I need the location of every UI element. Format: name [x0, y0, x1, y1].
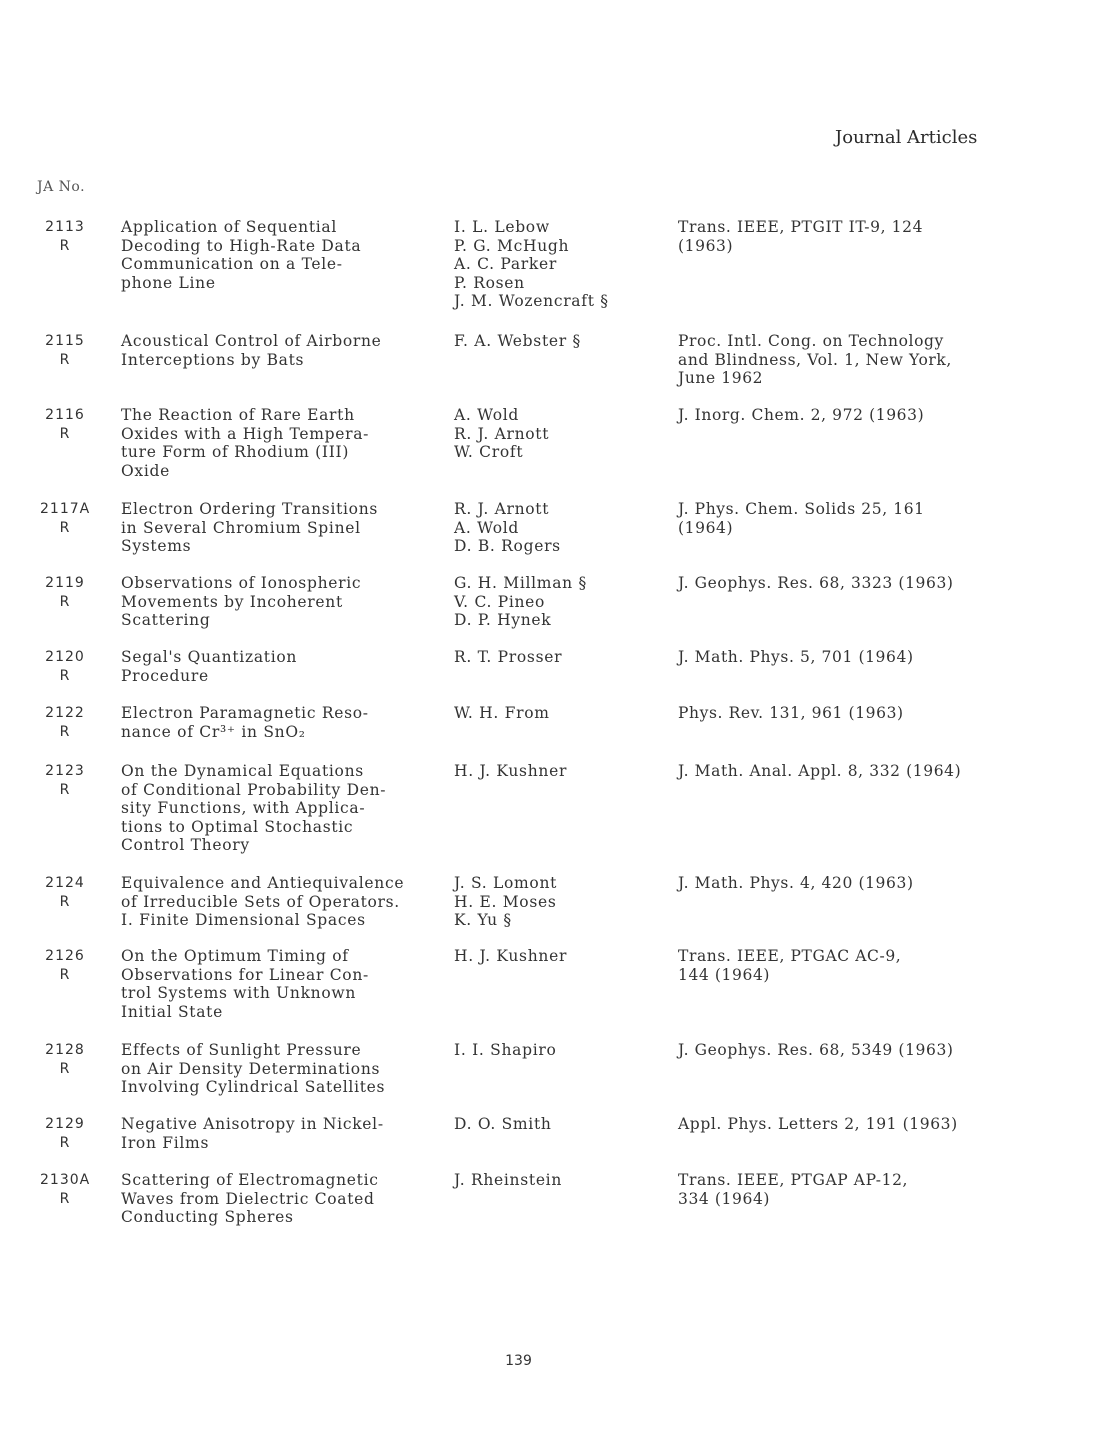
ja-number-line: R — [59, 237, 71, 254]
article-authors — [454, 648, 664, 667]
ja-number-line: 2124 — [45, 875, 85, 891]
article-reference-line: J. Geophys. Res. 68, 3323 (1963) — [678, 574, 954, 592]
ja-number-line: 2123 — [45, 763, 85, 779]
article-authors-line: W. Croft — [454, 443, 524, 462]
article-authors-line: J. M. Wozencraft § — [454, 292, 609, 311]
ja-number — [40, 574, 90, 611]
article-authors-line: R. J. Arnott — [454, 500, 550, 518]
article-authors-line: P. G. McHugh — [454, 236, 570, 255]
article-reference-line: 334 (1964) — [678, 1189, 771, 1208]
article-title-line: Decoding to High-Rate Data — [121, 236, 362, 255]
article-title-line: Control Theory — [121, 836, 250, 855]
article-title-line: tions to Optimal Stochastic — [121, 817, 354, 836]
article-authors — [454, 1171, 664, 1190]
article-reference-line: J. Math. Phys. 5, 701 (1964) — [678, 648, 914, 666]
article-title-line: Communication on a Tele- — [121, 255, 343, 274]
ja-number-line: R — [59, 1190, 71, 1207]
ja-number-line: R — [59, 425, 71, 442]
article-reference-line: Proc. Intl. Cong. on Technology — [678, 332, 944, 350]
ja-number-line: 2119 — [45, 575, 85, 591]
ja-number-line: 2120 — [45, 649, 85, 665]
ja-number-line: 2117A — [40, 501, 91, 517]
article-authors — [454, 762, 664, 781]
article-title-line: of Irreducible Sets of Operators. — [121, 892, 400, 911]
article-title — [121, 704, 441, 741]
article-reference-line: Trans. IEEE, PTGAC AC-9, — [678, 947, 902, 965]
article-title-line: Effects of Sunlight Pressure — [121, 1041, 362, 1059]
article-authors-line: G. H. Millman § — [454, 574, 587, 592]
article-title-line: Oxides with a High Tempera- — [121, 424, 370, 443]
page-number: 139 — [505, 1353, 532, 1369]
ja-number — [40, 874, 90, 911]
article-title — [121, 1041, 441, 1097]
article-authors-line: D. P. Hynek — [454, 611, 552, 630]
article-title-line: Waves from Dielectric Coated — [121, 1189, 375, 1208]
ja-number — [40, 1171, 90, 1208]
article-title-line: Observations for Linear Con- — [121, 965, 369, 984]
article-title-line: Conducting Spheres — [121, 1208, 294, 1227]
article-authors — [454, 500, 664, 556]
article-authors-line: D. O. Smith — [454, 1115, 552, 1133]
article-title-line: of Conditional Probability Den- — [121, 780, 387, 799]
article-authors-line: F. A. Webster § — [454, 332, 581, 350]
ja-number — [40, 500, 90, 537]
article-title-line: Oxide — [121, 461, 171, 480]
article-reference-line: J. Math. Anal. Appl. 8, 332 (1964) — [678, 762, 962, 780]
article-authors-line: I. L. Lebow — [454, 218, 550, 236]
article-reference — [678, 500, 1008, 537]
article-authors — [454, 218, 664, 311]
ja-number-line: R — [59, 351, 71, 368]
article-title-line: The Reaction of Rare Earth — [121, 406, 355, 424]
article-title — [121, 332, 441, 369]
article-authors — [454, 704, 664, 723]
article-authors — [454, 1041, 664, 1060]
article-reference-line: (1963) — [678, 236, 734, 255]
ja-number — [40, 406, 90, 443]
article-reference — [678, 574, 1008, 593]
ja-number-line: 2116 — [45, 407, 85, 423]
ja-number — [40, 762, 90, 799]
article-title — [121, 406, 441, 480]
ja-number-line: 2129 — [45, 1116, 85, 1132]
article-title — [121, 1171, 441, 1227]
ja-number-line: R — [59, 723, 71, 740]
article-reference-line: J. Phys. Chem. Solids 25, 161 — [678, 500, 925, 518]
article-authors-line: R. T. Prosser — [454, 648, 563, 666]
article-reference — [678, 332, 1008, 388]
article-title-line: Iron Films — [121, 1133, 210, 1152]
article-title-line: Interceptions by Bats — [121, 350, 305, 369]
article-title-line: Initial State — [121, 1002, 223, 1021]
article-authors-line: D. B. Rogers — [454, 537, 561, 556]
article-title — [121, 762, 441, 855]
ja-number-line: 2122 — [45, 705, 85, 721]
article-authors-line: J. S. Lomont — [454, 874, 558, 892]
article-reference-line: and Blindness, Vol. 1, New York, — [678, 350, 952, 369]
article-title — [121, 218, 441, 292]
ja-number-line: R — [59, 893, 71, 910]
article-reference-line: 144 (1964) — [678, 965, 771, 984]
ja-number — [40, 332, 90, 369]
article-title-line: ture Form of Rhodium (III) — [121, 443, 350, 462]
ja-number-line: 2113 — [45, 219, 85, 235]
article-authors-line: W. H. From — [454, 704, 550, 722]
ja-number-line: R — [59, 781, 71, 798]
article-title-line: in Several Chromium Spinel — [121, 518, 361, 537]
article-title — [121, 947, 441, 1021]
article-authors-line: J. Rheinstein — [454, 1171, 563, 1189]
article-title-line: trol Systems with Unknown — [121, 984, 357, 1003]
article-authors-line: A. Wold — [454, 518, 520, 537]
article-title-line: Segal's Quantization — [121, 648, 298, 666]
ja-number-line: R — [59, 1134, 71, 1151]
article-authors — [454, 947, 664, 966]
ja-number — [40, 648, 90, 685]
article-title-line: Electron Ordering Transitions — [121, 500, 379, 518]
article-authors — [454, 332, 664, 351]
article-authors-line: H. J. Kushner — [454, 947, 568, 965]
article-authors — [454, 874, 664, 930]
article-title — [121, 500, 441, 556]
article-authors — [454, 406, 664, 462]
article-authors — [454, 1115, 664, 1134]
ja-number-column-label: JA No. — [37, 179, 86, 195]
article-title-line: Observations of Ionospheric — [121, 574, 362, 592]
ja-number — [40, 1041, 90, 1078]
article-reference — [678, 1041, 1008, 1060]
article-title-line: Equivalence and Antiequivalence — [121, 874, 405, 892]
article-title-line: Acoustical Control of Airborne — [121, 332, 382, 350]
ja-number-line: R — [59, 1060, 71, 1077]
article-authors-line: A. Wold — [454, 406, 520, 424]
ja-number-line: R — [59, 593, 71, 610]
article-reference-line: J. Geophys. Res. 68, 5349 (1963) — [678, 1041, 954, 1059]
article-title-line: Electron Paramagnetic Reso- — [121, 704, 369, 722]
article-title-line: Involving Cylindrical Satellites — [121, 1078, 386, 1097]
article-reference — [678, 947, 1008, 984]
article-reference — [678, 406, 1008, 425]
article-authors-line: I. I. Shapiro — [454, 1041, 557, 1059]
ja-number — [40, 218, 90, 255]
article-title — [121, 648, 441, 685]
article-authors-line: H. J. Kushner — [454, 762, 568, 780]
article-authors-line: P. Rosen — [454, 273, 525, 292]
article-authors — [454, 574, 664, 630]
article-title-line: sity Functions, with Applica- — [121, 799, 366, 818]
ja-number — [40, 947, 90, 984]
article-reference — [678, 874, 1008, 893]
article-title-line: Procedure — [121, 666, 209, 685]
article-reference-line: J. Math. Phys. 4, 420 (1963) — [678, 874, 914, 892]
section-header: Journal Articles — [835, 127, 978, 148]
ja-number — [40, 704, 90, 741]
article-title — [121, 574, 441, 630]
article-title-line: phone Line — [121, 273, 216, 292]
article-authors-line: H. E. Moses — [454, 892, 557, 911]
article-title-line: On the Optimum Timing of — [121, 947, 349, 965]
article-title-line: I. Finite Dimensional Spaces — [121, 911, 366, 930]
article-authors-line: K. Yu § — [454, 911, 512, 930]
article-reference — [678, 648, 1008, 667]
article-title — [121, 874, 441, 930]
article-reference-line: Appl. Phys. Letters 2, 191 (1963) — [678, 1115, 958, 1133]
article-title-line: Negative Anisotropy in Nickel- — [121, 1115, 384, 1133]
ja-number-line: R — [59, 966, 71, 983]
ja-number-line: 2130A — [40, 1172, 91, 1188]
article-reference — [678, 704, 1008, 723]
ja-number-line: 2115 — [45, 333, 85, 349]
article-reference — [678, 1171, 1008, 1208]
article-title-line: On the Dynamical Equations — [121, 762, 364, 780]
ja-number — [40, 1115, 90, 1152]
article-reference-line: J. Inorg. Chem. 2, 972 (1963) — [678, 406, 925, 424]
article-reference-line: June 1962 — [678, 369, 764, 388]
article-reference-line: Phys. Rev. 131, 961 (1963) — [678, 704, 904, 722]
article-title — [121, 1115, 441, 1152]
ja-number-line: R — [59, 667, 71, 684]
ja-number-line: 2126 — [45, 948, 85, 964]
ja-number-line: R — [59, 519, 71, 536]
article-title-line: on Air Density Determinations — [121, 1059, 381, 1078]
article-reference-line: (1964) — [678, 518, 734, 537]
article-title-line: Scattering of Electromagnetic — [121, 1171, 379, 1189]
article-reference — [678, 218, 1008, 255]
article-title-line: nance of Cr³⁺ in SnO₂ — [121, 722, 306, 741]
article-title-line: Application of Sequential — [121, 218, 338, 236]
article-title-line: Systems — [121, 537, 192, 556]
article-authors-line: A. C. Parker — [454, 255, 557, 274]
article-title-line: Scattering — [121, 611, 211, 630]
article-authors-line: R. J. Arnott — [454, 424, 550, 443]
article-reference-line: Trans. IEEE, PTGAP AP-12, — [678, 1171, 909, 1189]
article-reference — [678, 1115, 1008, 1134]
article-reference — [678, 762, 1008, 781]
article-reference-line: Trans. IEEE, PTGIT IT-9, 124 — [678, 218, 924, 236]
article-authors-line: V. C. Pineo — [454, 592, 546, 611]
ja-number-line: 2128 — [45, 1042, 85, 1058]
article-title-line: Movements by Incoherent — [121, 592, 343, 611]
